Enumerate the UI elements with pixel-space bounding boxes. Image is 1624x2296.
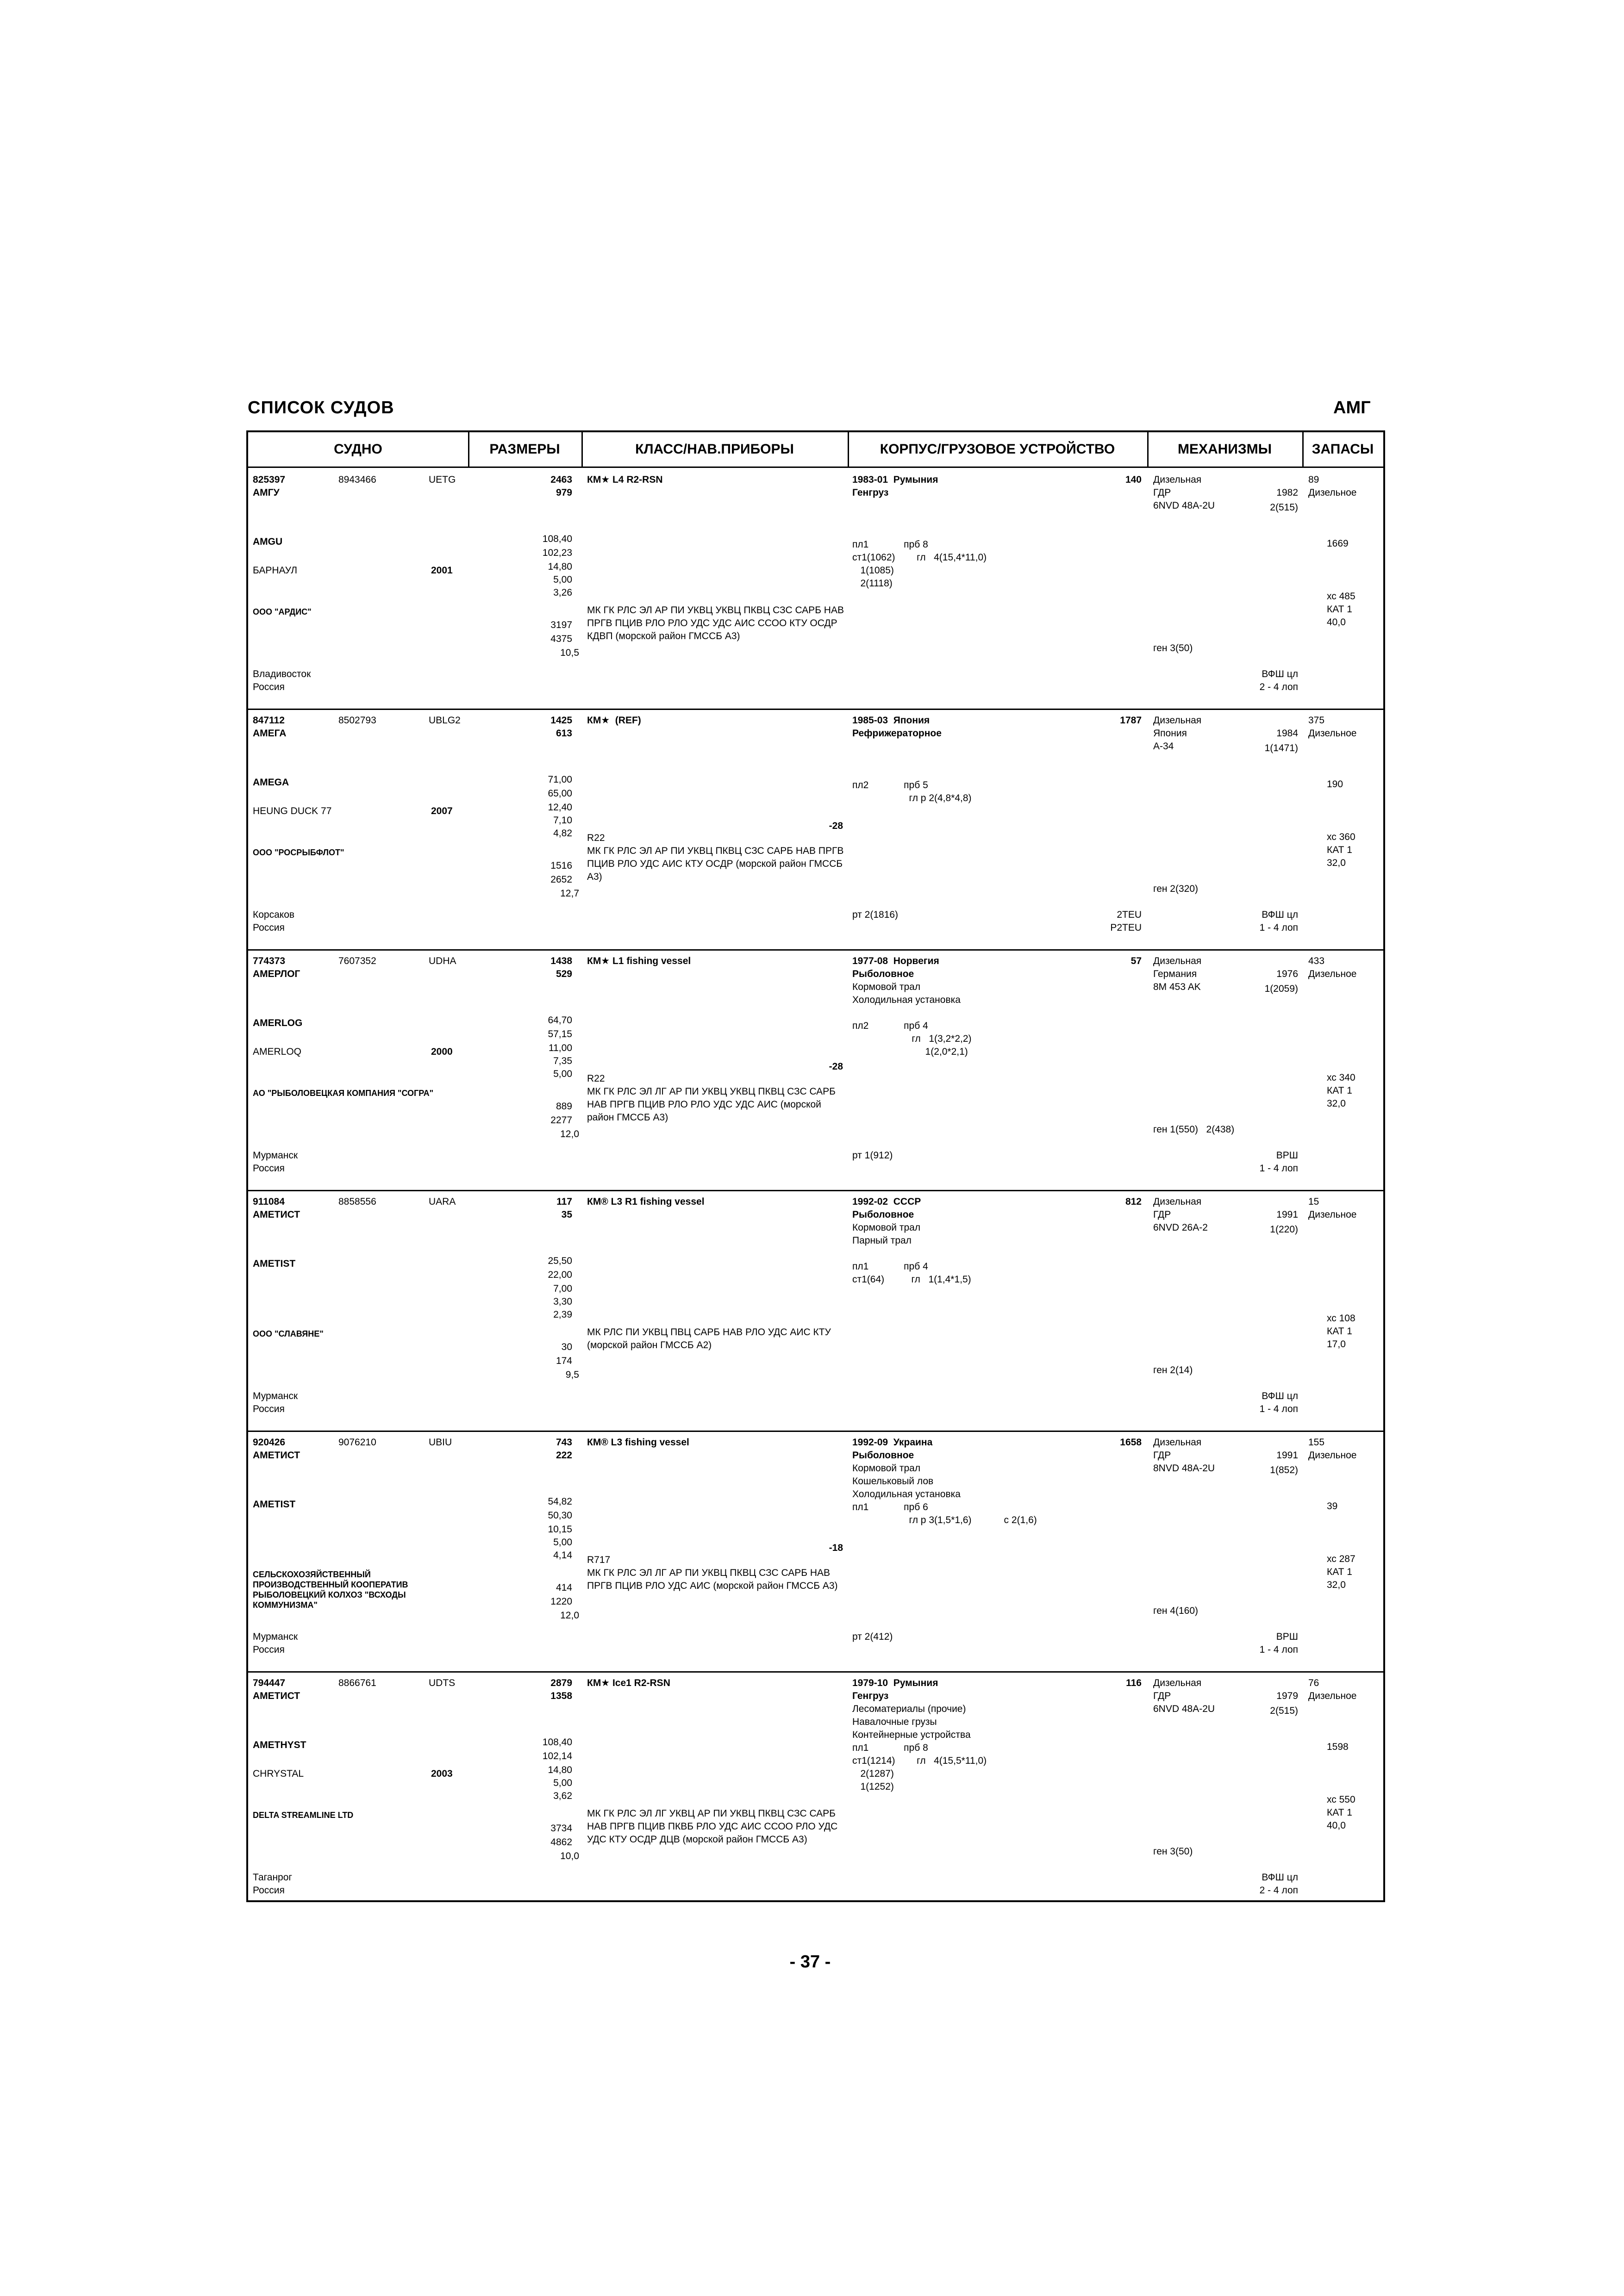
cargo-gear: рт 2(1816) — [852, 909, 899, 920]
latin-name: AMETIST — [253, 1499, 296, 1510]
ship-feature: Кормовой трал — [852, 982, 921, 992]
call-sign: UBIU — [429, 1437, 452, 1448]
deadweight: 3734 — [550, 1823, 572, 1834]
imo-number: 8866761 — [338, 1678, 376, 1688]
length-overall: 64,70 — [548, 1015, 572, 1026]
depth: 3,62 — [553, 1791, 572, 1801]
ship-feature: Кормовой трал — [852, 1222, 921, 1233]
record-divider — [248, 1431, 1383, 1432]
column-header-class: КЛАСС/НАВ.ПРИБОРЫ — [635, 442, 794, 457]
deadweight: 1516 — [550, 860, 572, 871]
engine-type: Дизельная — [1153, 715, 1202, 726]
depth: 3,26 — [553, 587, 572, 598]
refrigeration-temp: -28 — [829, 821, 843, 831]
nav-equipment: МК ГК РЛС ЭЛ АР ПИ УКВЦ ПКВЦ СЗС САРБ НАВ ПРГВ ПЦИВ РЛО УДС АИС КТУ ОСДР (морской район ГМССБ А3) — [587, 846, 844, 882]
speed: 12,0 — [560, 1610, 579, 1621]
class-notation: КМ® L3 R1 fishing vessel — [587, 1196, 705, 1207]
rename-year: 2000 — [431, 1046, 453, 1057]
latin-name: AMEGA — [253, 777, 289, 788]
nav-equipment: МК ГК РЛС ЭЛ ЛГ УКВЦ АР ПИ УКВЦ ПКВЦ СЗС САРБ НАВ ПРГВ ПЦИВ ПКВБ РЛО УДС АИС ССОО РЛО УДС УДС КТУ ОСДР ДЦВ (морской район ГМССБ А3) — [587, 1808, 838, 1845]
latin-name: AMERLOG — [253, 1018, 303, 1028]
draught: 3,30 — [553, 1296, 572, 1307]
depth: 4,14 — [553, 1550, 572, 1561]
hull-line: 2(1118) — [852, 578, 893, 589]
ship-record — [248, 1671, 1383, 1912]
ship-name: АМЕТИСТ — [253, 1691, 300, 1701]
displacement: 2277 — [550, 1115, 572, 1126]
hull-line: пл1 прб 6 — [852, 1502, 928, 1512]
fuel-capacity: 155 — [1308, 1437, 1325, 1448]
engine-model: 6NVD 48A-2U — [1153, 500, 1215, 511]
generators: ген 2(320) — [1153, 884, 1199, 894]
ship-record — [248, 949, 1383, 1190]
engine-type: Дизельная — [1153, 956, 1202, 966]
refrigeration-temp: -18 — [829, 1543, 843, 1553]
imo-number: 8943466 — [338, 474, 376, 485]
generators: ген 3(50) — [1153, 643, 1193, 653]
rename-year: 2007 — [431, 806, 453, 816]
engine-year: 1991 — [1276, 1450, 1298, 1461]
deadweight: 414 — [556, 1582, 572, 1593]
ship-name: АМЕГА — [253, 728, 287, 739]
imo-number: 7607352 — [338, 956, 376, 966]
engine-power: 1(1471) — [1264, 743, 1298, 753]
build-date-country: 1979-10 Румыния — [852, 1678, 938, 1688]
yard-number: 812 — [1125, 1196, 1142, 1207]
crew-code: хс 287 — [1327, 1554, 1355, 1564]
fuel-capacity: 433 — [1308, 956, 1325, 966]
hull-line: 1(1252) — [852, 1781, 894, 1792]
yard-number: 140 — [1125, 474, 1142, 485]
build-date-country: 1977-08 Норвегия — [852, 956, 939, 966]
ship-type: Генгруз — [852, 1691, 889, 1701]
flag-country: Россия — [253, 922, 285, 933]
category: КАТ 1 — [1327, 1326, 1352, 1337]
column-header-ship: СУДНО — [334, 442, 382, 457]
draught: 5,00 — [553, 1778, 572, 1788]
nav-equipment: МК ГК РЛС ЭЛ ЛГ АР ПИ УКВЦ УКВЦ ПКВЦ СЗС САРБ НАВ ПРГВ ПЦИВ РЛО РЛО УДС УДС АИС (морской район ГМССБ А3) — [587, 1086, 836, 1123]
fuel-capacity: 375 — [1308, 715, 1325, 726]
build-date-country: 1985-03 Япония — [852, 715, 930, 726]
crew-code: хс 108 — [1327, 1313, 1355, 1324]
crew-code: хс 485 — [1327, 591, 1355, 602]
home-port: Таганрог — [253, 1872, 293, 1883]
engine-country: ГДР — [1153, 1691, 1171, 1701]
fuel-type: Дизельное — [1308, 1691, 1357, 1701]
engine-year: 1984 — [1276, 728, 1298, 739]
propeller-blades: 2 - 4 лоп — [1259, 682, 1298, 692]
displacement: 4862 — [550, 1837, 572, 1848]
length-bp: 50,30 — [548, 1510, 572, 1521]
hull-line: 1(1085) — [852, 565, 894, 576]
class-notation: КМ★ L4 R2-RSN — [587, 474, 663, 485]
call-sign: UDTS — [429, 1678, 456, 1688]
call-sign: UBLG2 — [429, 715, 461, 726]
displacement: 4375 — [550, 634, 572, 644]
container-capacity: 2TEU — [1117, 909, 1142, 920]
gross-tonnage: 2463 — [550, 474, 572, 485]
engine-model: 8M 453 AK — [1153, 982, 1201, 992]
breadth: 14,80 — [548, 561, 572, 572]
autonomy: 32,0 — [1327, 858, 1346, 868]
owner: ООО "СЛАВЯНЕ" — [253, 1329, 324, 1338]
draught: 5,00 — [553, 1537, 572, 1548]
engine-country: ГДР — [1153, 1450, 1171, 1461]
engine-year: 1982 — [1276, 487, 1298, 498]
ship-record — [248, 468, 1383, 709]
ship-record — [248, 1190, 1383, 1431]
net-tonnage: 35 — [561, 1209, 572, 1220]
imo-number: 8858556 — [338, 1196, 376, 1207]
owner: ООО "РОСРЫБФЛОТ" — [253, 848, 344, 857]
length-overall: 25,50 — [548, 1256, 572, 1266]
home-port: Корсаков — [253, 909, 295, 920]
crew-code: хс 340 — [1327, 1072, 1355, 1083]
stock-capacity: 1598 — [1327, 1742, 1349, 1752]
flag-country: Россия — [253, 1404, 285, 1414]
draught: 7,10 — [553, 815, 572, 826]
home-port: Мурманск — [253, 1631, 298, 1642]
record-divider — [248, 1671, 1383, 1673]
propeller-blades: 2 - 4 лоп — [1259, 1885, 1298, 1896]
deadweight: 889 — [556, 1101, 572, 1112]
ship-name: АМГУ — [253, 487, 280, 498]
flag-country: Россия — [253, 1644, 285, 1655]
registry-number: 847112 — [253, 715, 285, 726]
fuel-type: Дизельное — [1308, 1209, 1357, 1220]
registry-number: 825397 — [253, 474, 286, 485]
ship-type: Рыболовное — [852, 1450, 914, 1461]
length-overall: 54,82 — [548, 1496, 572, 1507]
class-notation: КМ★ L1 fishing vessel — [587, 956, 691, 966]
engine-type: Дизельная — [1153, 1437, 1202, 1448]
ship-type: Генгруз — [852, 487, 889, 498]
speed: 10,0 — [560, 1851, 579, 1861]
gross-tonnage: 117 — [556, 1196, 572, 1207]
page-number: - 37 - — [789, 1952, 831, 1972]
engine-year: 1979 — [1276, 1691, 1298, 1701]
length-overall: 108,40 — [542, 1737, 572, 1748]
draught: 7,35 — [553, 1056, 572, 1066]
nav-equipment: МК ГК РЛС ЭЛ АР ПИ УКВЦ УКВЦ ПКВЦ СЗС САРБ НАВ ПРГВ ПЦИВ РЛО РЛО УДС УДС АИС ССОО КТУ ОСДР КДВП (морской район ГМССБ А3) — [587, 605, 844, 641]
propeller-blades: 1 - 4 лоп — [1259, 1163, 1298, 1174]
displacement: 174 — [556, 1356, 572, 1366]
propeller-blades: 1 - 4 лоп — [1259, 1404, 1298, 1414]
ship-type: Рыболовное — [852, 1209, 914, 1220]
ship-feature: Холодильная установка — [852, 995, 961, 1005]
length-bp: 102,23 — [542, 548, 572, 558]
engine-model: 6NVD 26A-2 — [1153, 1222, 1208, 1233]
hull-line: ст1(1214) гл 4(15,5*11,0) — [852, 1755, 987, 1766]
fuel-capacity: 89 — [1308, 474, 1319, 485]
gross-tonnage: 1438 — [550, 956, 572, 966]
page-title: СПИСОК СУДОВ — [248, 398, 394, 417]
propeller-type: ВФШ цл — [1262, 909, 1298, 920]
deadweight: 3197 — [550, 620, 572, 630]
header-divider — [581, 432, 583, 467]
net-tonnage: 979 — [556, 487, 572, 498]
category: КАТ 1 — [1327, 1085, 1352, 1096]
breadth: 10,15 — [548, 1524, 572, 1535]
speed: 10,5 — [560, 647, 579, 658]
flag-country: Россия — [253, 1885, 285, 1896]
hull-line: ст1(64) гл 1(1,4*1,5) — [852, 1274, 971, 1285]
record-divider — [248, 709, 1383, 710]
hull-line: 1(2,0*2,1) — [852, 1046, 968, 1057]
hull-line: пл2 прб 5 — [852, 780, 928, 790]
engine-country: Япония — [1153, 728, 1187, 739]
ship-record — [248, 709, 1383, 949]
engine-year: 1991 — [1276, 1209, 1298, 1220]
latin-name: AMETIST — [253, 1258, 296, 1269]
propeller-type: ВФШ цл — [1262, 669, 1298, 679]
ship-name: АМЕРЛОГ — [253, 969, 300, 979]
hull-line: пл1 прб 4 — [852, 1261, 928, 1272]
propeller-type: ВФШ цл — [1262, 1872, 1298, 1883]
depth: 4,82 — [553, 828, 572, 839]
speed: 12,0 — [560, 1129, 579, 1139]
refrigeration-temp: -28 — [829, 1061, 843, 1072]
speed: 12,7 — [560, 888, 579, 899]
category: КАТ 1 — [1327, 845, 1352, 855]
registry-number: 920426 — [253, 1437, 286, 1448]
previous-name: CHRYSTAL — [253, 1768, 304, 1779]
crew-code: хс 360 — [1327, 832, 1355, 842]
generators: ген 2(14) — [1153, 1365, 1193, 1375]
ship-name: АМЕТИСТ — [253, 1209, 300, 1220]
column-header-stocks: ЗАПАСЫ — [1312, 442, 1374, 457]
call-sign: UDHA — [429, 956, 456, 966]
engine-power: 2(515) — [1270, 1705, 1298, 1716]
engine-country: Германия — [1153, 969, 1197, 979]
autonomy: 32,0 — [1327, 1580, 1346, 1590]
length-bp: 65,00 — [548, 788, 572, 799]
owner: ООО "АРДИС" — [253, 607, 312, 616]
stock-capacity: 39 — [1327, 1501, 1338, 1512]
flag-country: Россия — [253, 682, 285, 692]
refrigerant: R717 — [587, 1555, 611, 1565]
ship-type: Рефрижераторное — [852, 728, 942, 739]
fuel-capacity: 15 — [1308, 1196, 1319, 1207]
yard-number: 57 — [1131, 956, 1142, 966]
imo-number: 8502793 — [338, 715, 376, 726]
rename-year: 2003 — [431, 1768, 453, 1779]
call-sign: UARA — [429, 1196, 456, 1207]
record-divider — [248, 949, 1383, 951]
registry-number: 774373 — [253, 956, 286, 966]
breadth: 12,40 — [548, 802, 572, 813]
latin-name: AMGU — [253, 536, 283, 547]
ship-type: Рыболовное — [852, 969, 914, 979]
engine-model: A-34 — [1153, 741, 1174, 752]
engine-model: 8NVD 48A-2U — [1153, 1463, 1215, 1474]
propeller-blades: 1 - 4 лоп — [1259, 1644, 1298, 1655]
autonomy: 40,0 — [1327, 1820, 1346, 1831]
generators: ген 3(50) — [1153, 1846, 1193, 1857]
latin-name: AMETHYST — [253, 1740, 306, 1750]
net-tonnage: 613 — [556, 728, 572, 739]
imo-number: 9076210 — [338, 1437, 376, 1448]
fuel-type: Дизельное — [1308, 487, 1357, 498]
autonomy: 32,0 — [1327, 1098, 1346, 1109]
column-header-machinery: МЕХАНИЗМЫ — [1177, 442, 1272, 457]
class-notation: КМ® L3 fishing vessel — [587, 1437, 689, 1448]
speed: 9,5 — [565, 1369, 579, 1380]
ship-record — [248, 1431, 1383, 1671]
ship-feature: Кошельковый лов — [852, 1476, 934, 1487]
net-tonnage: 1358 — [550, 1691, 572, 1701]
column-header-sizes: РАЗМЕРЫ — [489, 442, 560, 457]
rename-year: 2001 — [431, 565, 453, 576]
gross-tonnage: 2879 — [550, 1678, 572, 1688]
hull-line: пл1 прб 8 — [852, 539, 928, 550]
ship-feature: Навалочные грузы — [852, 1717, 937, 1727]
fuel-capacity: 76 — [1308, 1678, 1319, 1688]
engine-type: Дизельная — [1153, 1678, 1202, 1688]
hull-line: 2(1287) — [852, 1768, 894, 1779]
engine-country: ГДР — [1153, 1209, 1171, 1220]
fuel-type: Дизельное — [1308, 1450, 1357, 1461]
hull-line: ст1(1062) гл 4(15,4*11,0) — [852, 552, 987, 563]
engine-type: Дизельная — [1153, 1196, 1202, 1207]
breadth: 14,80 — [548, 1765, 572, 1775]
section-code: АМГ — [1333, 398, 1371, 417]
length-bp: 22,00 — [548, 1269, 572, 1280]
length-bp: 57,15 — [548, 1029, 572, 1039]
propeller-type: ВФШ цл — [1262, 1391, 1298, 1401]
yard-number: 1658 — [1120, 1437, 1142, 1448]
engine-country: ГДР — [1153, 487, 1171, 498]
ship-feature: Кормовой трал — [852, 1463, 921, 1474]
depth: 5,00 — [553, 1069, 572, 1079]
generators: ген 4(160) — [1153, 1605, 1199, 1616]
call-sign: UETG — [429, 474, 456, 485]
header-divider — [848, 432, 849, 467]
gross-tonnage: 743 — [556, 1437, 572, 1448]
home-port: Владивосток — [253, 669, 311, 679]
class-notation: КМ★ Ice1 R2-RSN — [587, 1678, 670, 1688]
net-tonnage: 529 — [556, 969, 572, 979]
build-date-country: 1983-01 Румыния — [852, 474, 938, 485]
home-port: Мурманск — [253, 1150, 298, 1161]
ship-table — [246, 430, 1385, 1902]
nav-equipment: МК РЛС ПИ УКВЦ ПВЦ САРБ НАВ РЛО УДС АИС КТУ (морской район ГМССБ А2) — [587, 1327, 831, 1350]
record-divider — [248, 1190, 1383, 1191]
hull-line: гл р 3(1,5*1,6) с 2(1,6) — [852, 1515, 1037, 1525]
generators: ген 1(550) 2(438) — [1153, 1124, 1235, 1135]
engine-type: Дизельная — [1153, 474, 1202, 485]
net-tonnage: 222 — [556, 1450, 572, 1461]
ship-name: АМЕТИСТ — [253, 1450, 300, 1461]
hull-line: пл2 прб 4 — [852, 1020, 928, 1031]
length-bp: 102,14 — [542, 1751, 572, 1761]
engine-year: 1976 — [1276, 969, 1298, 979]
propeller-blades: 1 - 4 лоп — [1259, 922, 1298, 933]
refrigerant: R22 — [587, 1073, 605, 1084]
registry-number: 911084 — [253, 1196, 285, 1207]
engine-model: 6NVD 48A-2U — [1153, 1704, 1215, 1714]
cargo-gear: рт 2(412) — [852, 1631, 893, 1642]
engine-power: 1(852) — [1270, 1465, 1298, 1475]
breadth: 7,00 — [553, 1283, 572, 1294]
yard-number: 116 — [1126, 1678, 1142, 1688]
fuel-type: Дизельное — [1308, 969, 1357, 979]
hull-line: гл р 2(4,8*4,8) — [852, 793, 972, 803]
previous-name: БАРНАУЛ — [253, 565, 298, 576]
draught: 5,00 — [553, 574, 572, 585]
length-overall: 108,40 — [542, 534, 572, 544]
gross-tonnage: 1425 — [550, 715, 572, 726]
engine-power: 1(220) — [1270, 1224, 1298, 1235]
category: КАТ 1 — [1327, 604, 1352, 615]
build-date-country: 1992-09 Украина — [852, 1437, 933, 1448]
header-divider — [1302, 432, 1304, 467]
stock-capacity: 1669 — [1327, 538, 1349, 549]
propeller-type: ВРШ — [1276, 1150, 1298, 1161]
flag-country: Россия — [253, 1163, 285, 1174]
ship-feature: Лесоматериалы (прочие) — [852, 1704, 966, 1714]
engine-power: 2(515) — [1270, 502, 1298, 513]
container-capacity: P2TEU — [1110, 922, 1142, 933]
length-overall: 71,00 — [548, 774, 572, 785]
yard-number: 1787 — [1120, 715, 1142, 726]
build-date-country: 1992-02 СССР — [852, 1196, 921, 1207]
displacement: 1220 — [550, 1596, 572, 1607]
stock-capacity: 190 — [1327, 779, 1343, 790]
hull-line: пл1 прб 8 — [852, 1742, 928, 1753]
home-port: Мурманск — [253, 1391, 298, 1401]
owner: АО "РЫБОЛОВЕЦКАЯ КОМПАНИЯ "СОГРА" — [253, 1089, 434, 1098]
ship-feature: Контейнерные устройства — [852, 1730, 971, 1740]
column-header-hull: КОРПУС/ГРУЗОВОЕ УСТРОЙСТВО — [880, 442, 1115, 457]
cargo-gear: рт 1(912) — [852, 1150, 893, 1161]
refrigerant: R22 — [587, 833, 605, 843]
ship-feature: Парный трал — [852, 1235, 912, 1246]
fuel-type: Дизельное — [1308, 728, 1357, 739]
owner: DELTA STREAMLINE LTD — [253, 1811, 354, 1820]
nav-equipment: МК ГК РЛС ЭЛ ЛГ АР ПИ УКВЦ ПКВЦ СЗС САРБ НАВ ПРГВ ПЦИВ РЛО УДС АИС (морской район ГМССБ А3) — [587, 1568, 838, 1591]
registry-number: 794447 — [253, 1678, 286, 1688]
owner: СЕЛЬСКОХОЗЯЙСТВЕННЫЙ ПРОИЗВОДСТВЕННЫЙ КООПЕРАТИВ РЫБОЛОВЕЦКИЙ КОЛХОЗ "ВСХОДЫ КОММУНИЗМА" — [253, 1570, 408, 1610]
depth: 2,39 — [553, 1309, 572, 1320]
deadweight: 30 — [561, 1342, 572, 1352]
previous-name: HEUNG DUCK 77 — [253, 806, 332, 816]
previous-name: AMERLOQ — [253, 1046, 302, 1057]
propeller-type: ВРШ — [1276, 1631, 1298, 1642]
header-divider — [1147, 432, 1149, 467]
category: КАТ 1 — [1327, 1807, 1352, 1818]
displacement: 2652 — [550, 874, 572, 885]
hull-line: гл 1(3,2*2,2) — [852, 1033, 972, 1044]
category: КАТ 1 — [1327, 1567, 1352, 1577]
crew-code: хс 550 — [1327, 1794, 1355, 1805]
breadth: 11,00 — [549, 1043, 572, 1053]
autonomy: 17,0 — [1327, 1339, 1346, 1350]
class-notation: КМ★ (REF) — [587, 715, 641, 726]
ship-feature: Холодильная установка — [852, 1489, 961, 1500]
autonomy: 40,0 — [1327, 617, 1346, 628]
header-divider — [468, 432, 469, 467]
engine-power: 1(2059) — [1264, 983, 1298, 994]
